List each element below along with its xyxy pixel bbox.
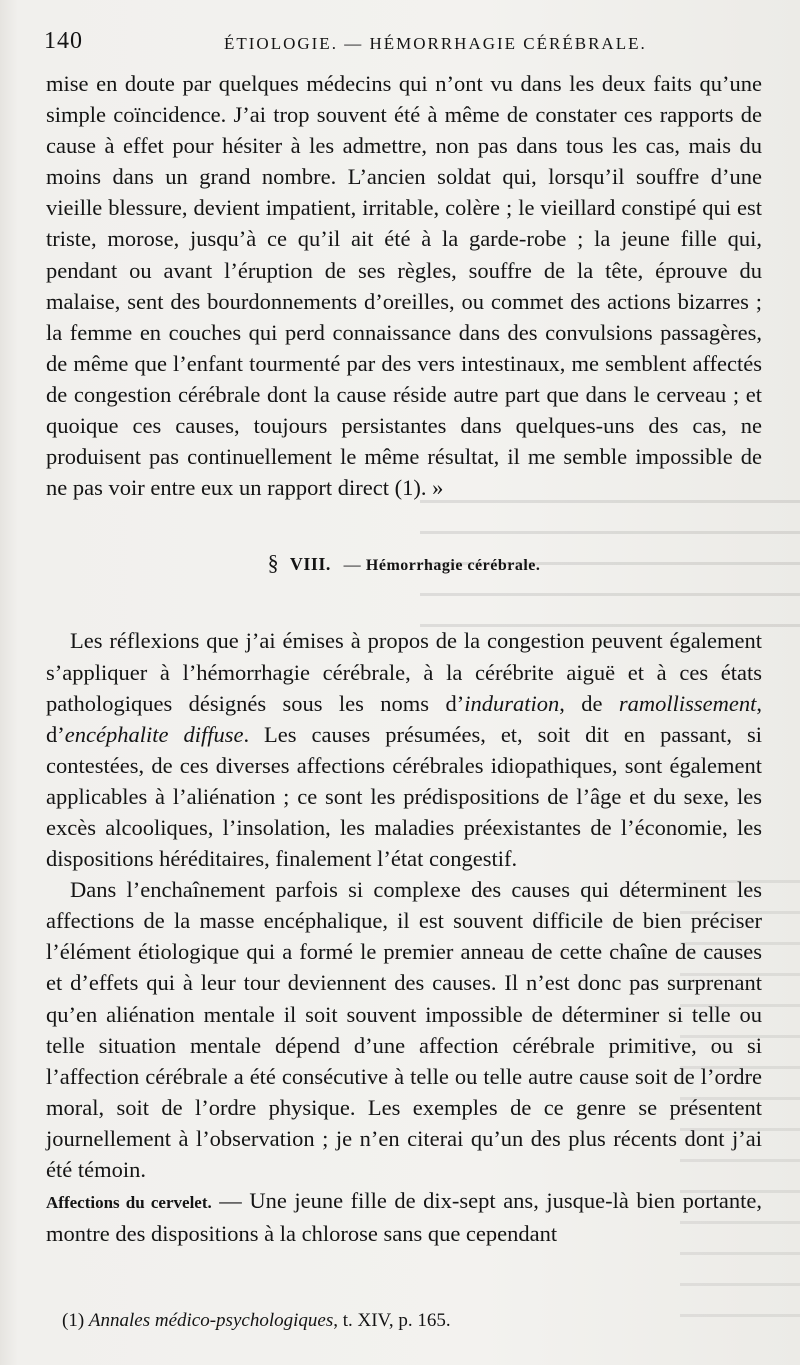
section-sign: §: [267, 550, 280, 576]
page-number: 140: [44, 28, 83, 54]
paragraph-causes: Dans l’enchaînement parfois si complexe des causes qui déterminent les affections de la masse encéphalique, il est souvent difficile de bien préciser l’élément étiologique qui a formé le premier anneau de cette chaîne de causes et d’effets qui à leur tour deviennent des causes. Il n’est donc pas surprenant qu’en aliénation mentale il soit souvent impossible de déterminer si telle ou telle situation mentale dépend d’une affection cérébrale primitive, ou si l’affection cérébrale a été consécutive à telle ou telle autre cause soit de l’ordre moral, soit de l’ordre physique. Les exemples de ce genre se présentent journellement à l’observation ; je n’en citerai qu’un des plus récents dont j’ai été témoin.: [46, 877, 762, 1182]
text-run: . Les causes présumées, et, soit dit en passant, si contestées, de ces diverses affections cérébrales idiopathiques, sont également applicables à l’aliénation ; ce sont les prédispositions de l’âge et du sexe, les excès alcooliques, l’insolation, les maladies préexistantes de l’économie, les dispositions héréditaires, finalement l’état congestif.: [46, 721, 762, 872]
text-run: , de: [559, 690, 619, 716]
paragraph-hemorrhage: [46, 625, 762, 874]
footnote-source: Annales médico-psychologiques: [88, 1310, 334, 1331]
term-ramollissement: ramollissement: [618, 690, 757, 716]
footnote-ref: , t. XIV, p. 165.: [333, 1310, 451, 1331]
text-run: , d’: [46, 690, 762, 747]
footnote: [62, 1310, 762, 1332]
page-header: [44, 28, 764, 64]
text-run: — Une jeune fille de dix-sept ans, jusque-là bien portante, montre des dispositions à la chlorose sans que cependant: [46, 1188, 762, 1247]
footnote-marker: (1): [62, 1310, 85, 1331]
body-text: [46, 68, 762, 1249]
section-heading: [46, 547, 762, 581]
text-run: Les réflexions que j’ai émises à propos de la congestion peuvent également s’appliquer à l’hémorrhagie cérébrale, à la cérébrite aiguë et à ces états pathologiques désignés sous les noms d’: [46, 628, 762, 716]
term-induration: induration: [464, 690, 560, 716]
paragraph-cervelet: [46, 1185, 762, 1249]
section-dash: —: [343, 555, 362, 575]
term-encephalite: encéphalite diffuse: [64, 721, 244, 747]
paragraph-quote-end: mise en doute par quelques médecins qui n’ont vu dans les deux faits qu’une simple coïncidence. J’ai trop souvent été à même de constater ces rapports de cause à effet pour hésiter à les admettre, non pas dans tous les cas, mais du moins dans un grand nombre. L’ancien soldat qui, lorsqu’il souffre d’une vieille blessure, devient impatient, irritable, colère ; le vieillard constipé qui est triste, morose, jusqu’à ce qu’il ait été à la garde-robe ; la jeune fille qui, pendant ou avant l’éruption de ses règles, souffre de la tête, éprouve du malaise, sent des bourdonnements d’oreilles, ou commet des actions bizarres ; la femme en couches qui perd connaissance dans des convulsions passagères, de même que l’enfant tourmenté par des vers intestinaux, me semblent affectés de congestion cérébrale dont la cause réside autre part que dans le cerveau ; et quoique ces causes, toujours persistantes dans quelques-uns des cas, ne produisent pas continuellement le même résultat, il me semble impossible de ne pas voir entre eux un rapport direct (1). »: [46, 71, 762, 501]
section-number: VIII.: [289, 554, 331, 575]
section-title: Hémorrhagie cérébrale.: [365, 557, 541, 575]
runin-heading: Affections du cervelet.: [46, 1193, 212, 1213]
running-head: ÉTIOLOGIE. — HÉMORRHAGIE CÉRÉBRALE.: [224, 34, 647, 53]
